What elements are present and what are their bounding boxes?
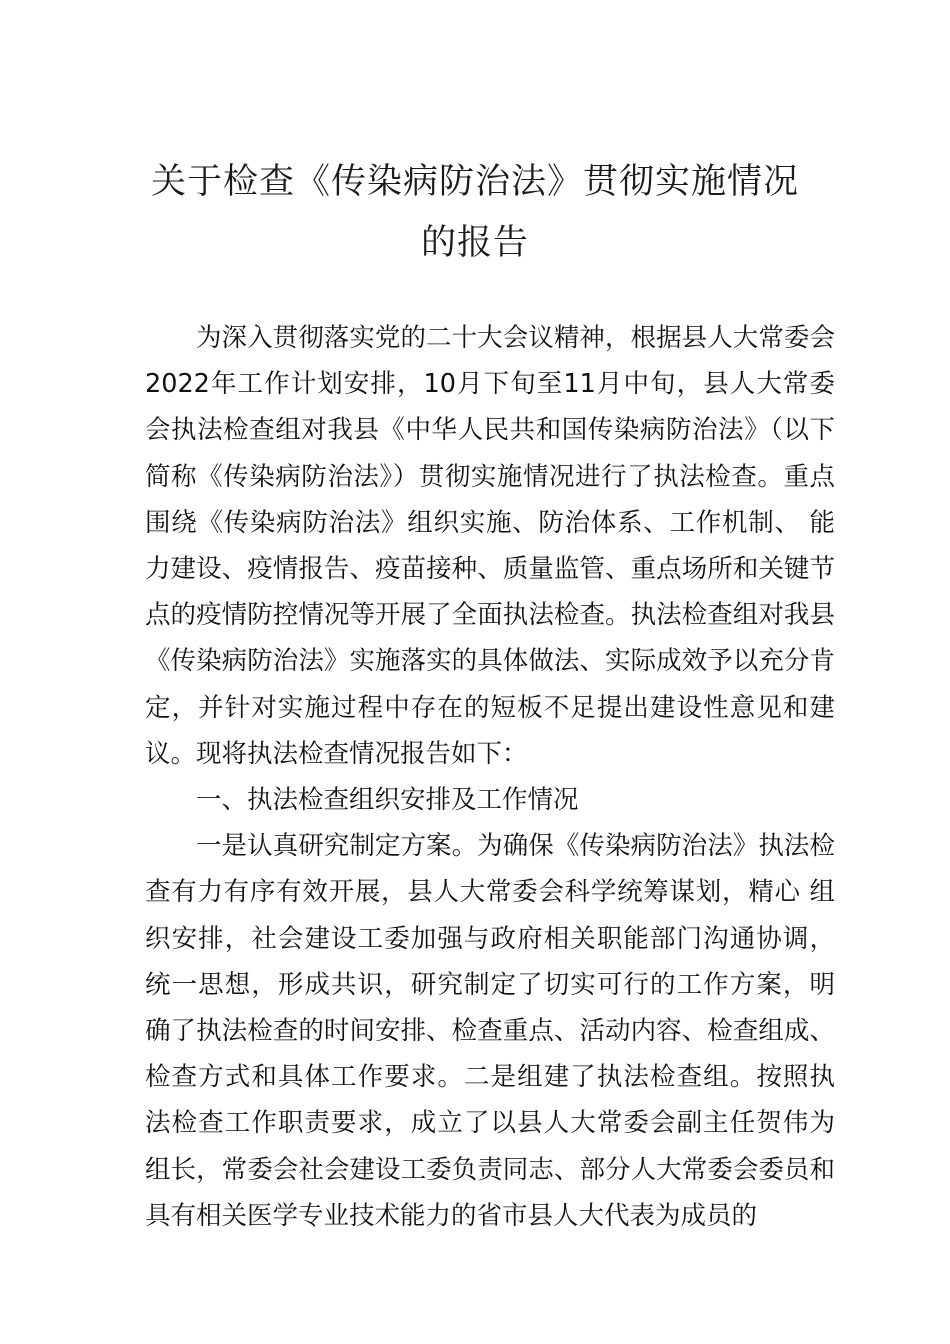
document-title-line-1: 关于检查《传染病防治法》贯彻实施情况 — [150, 162, 799, 202]
document-title-line-2: 的报告 — [420, 223, 529, 263]
intro-paragraph: 为深入贯彻落实党的二十大会议精神，根据县人大常委会2022年工作计划安排，10月下旬至11月中旬，县人大常委会执法检查组对我县《中华人民共和国传染病防治法》（以下简称《传染病防治法》）贯彻实施情况进行了执法检查。重点围绕《传染病防治法》组织实施、防治体系、工作机制、 能力建设、疫情报告、疫苗接种、质量监管、重点场所和关键节点的疫情防控情况等开展了全面执法检查。执法检查组对我县《传染病防治法》实施落实的具体做法、实际成效予以充分肯定，并针对实施过程中存在的短板不足提出建设性意见和建议。现将执法检查情况报告如下： — [145, 323, 835, 769]
body-paragraph: 一是认真研究制定方案。为确保《传染病防治法》执法检查有力有序有效开展，县人大常委会科学统筹谋划，精心 组织安排，社会建设工委加强与政府相关职能部门沟通协调， 统一思想，形成共识，研究制定了切实可行的工作方案，明 确了执法检查的时间安排、检查重点、活动内容、检查组成、检查方式和具体工作要求。二是组建了执法检查组。按照执 法检查工作职责要求，成立了以县人大常委会副主任贺伟为 组长，常委会社会建设工委负责同志、部分人大常委会委员和具有相关医学专业技术能力的省市县人大代表为成员的 — [145, 831, 835, 1231]
section-heading: 一、执法检查组织安排及工作情况 — [196, 785, 579, 816]
document-body — [145, 315, 835, 1239]
